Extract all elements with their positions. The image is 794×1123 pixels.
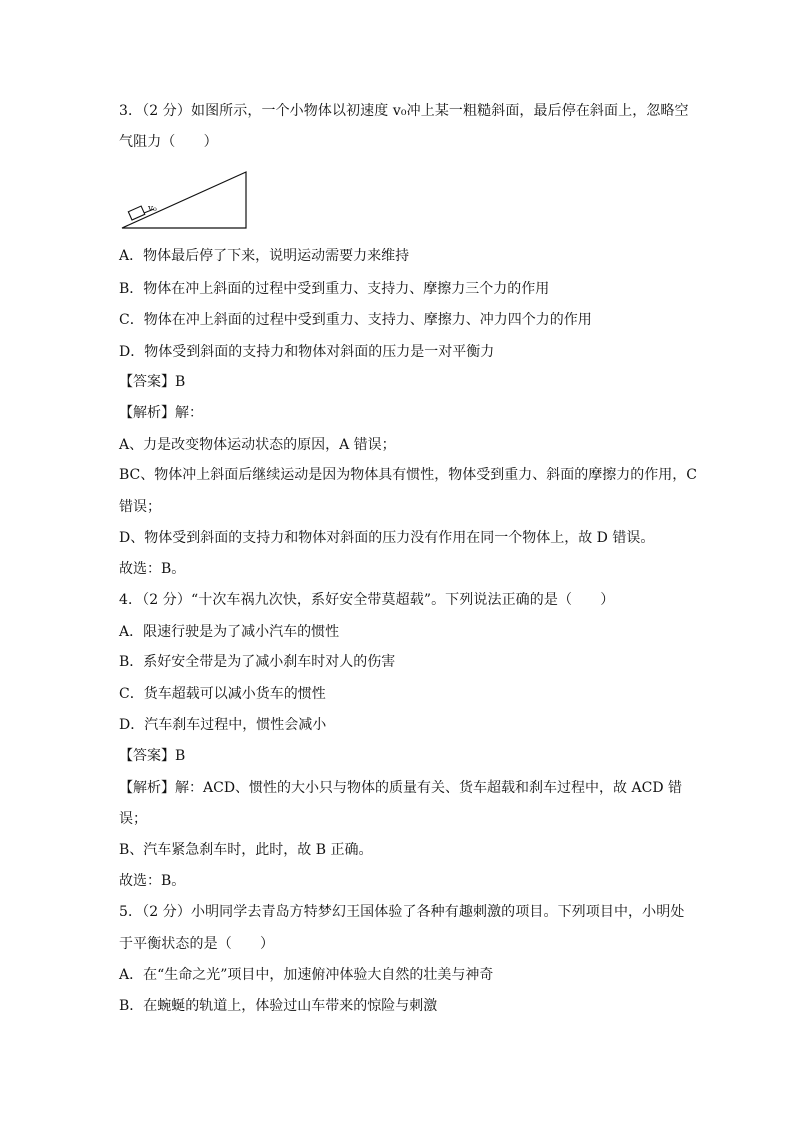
q3-option-c: C．物体在冲上斜面的过程中受到重力、支持力、摩擦力、冲力四个力的作用: [119, 312, 592, 328]
velocity-label: v₀: [148, 204, 157, 214]
q4-analysis-line: B、汽车紧急刹车时，此时，故 B 正确。: [119, 842, 373, 858]
block: [128, 206, 144, 220]
q4-conclusion: 故选：B。: [119, 873, 186, 889]
q3-option-b: B．物体在冲上斜面的过程中受到重力、支持力、摩擦力三个力的作用: [119, 281, 550, 297]
q3-answer: 【答案】B: [119, 374, 186, 390]
q4-stem: 4．（2 分）“十次车祸九次快，系好安全带莫超载”。下列说法正确的是（ ）: [119, 592, 615, 608]
q4-option-c: C．货车超载可以减小货车的惯性: [119, 686, 326, 702]
q5-option-a: A．在“生命之光”项目中，加速俯冲体验大自然的壮美与神奇: [119, 967, 494, 983]
q3-option-a: A．物体最后停了下来，说明运动需要力来维持: [119, 248, 410, 264]
q3-stem-line1: 3．（2 分）如图所示，一个小物体以初速度 v₀冲上某一粗糙斜面，最后停在斜面上，忽略空: [119, 103, 689, 119]
q4-option-d: D．汽车刹车过程中，惯性会减小: [119, 717, 327, 733]
q3-analysis-line: 错误；: [119, 499, 161, 515]
q4-option-b: B．系好安全带是为了减小刹车时对人的伤害: [119, 654, 396, 670]
q3-option-d: D．物体受到斜面的支持力和物体对斜面的压力是一对平衡力: [119, 344, 495, 360]
q5-stem-line1: 5．（2 分）小明同学去青岛方特梦幻王国体验了各种有趣刺激的项目。下列项目中，小明处: [119, 904, 685, 920]
q4-option-a: A．限速行驶是为了减小汽车的惯性: [119, 624, 340, 640]
incline-triangle: [122, 172, 246, 228]
q3-stem-line2: 气阻力（ ）: [119, 134, 218, 150]
q3-analysis-line: D、物体受到斜面的支持力和物体对斜面的压力没有作用在同一个物体上，故 D 错误。: [119, 530, 655, 546]
q4-answer: 【答案】B: [119, 748, 186, 764]
q5-stem-line2: 于平衡状态的是（ ）: [119, 936, 275, 952]
q3-analysis-line: A、力是改变物体运动状态的原因，A 错误；: [119, 437, 396, 453]
incline-diagram: [118, 168, 252, 232]
q3-conclusion: 故选：B。: [119, 561, 186, 577]
q3-analysis-line: BC、物体冲上斜面后继续运动是因为物体具有惯性，物体受到重力、斜面的摩擦力的作用，C: [119, 467, 697, 483]
q4-analysis-line: 【解析】解：ACD、惯性的大小只与物体的质量有关、货车超载和刹车过程中，故 ACD 错: [119, 780, 682, 796]
q3-analysis-head: 【解析】解：: [119, 405, 203, 421]
q4-analysis-line: 误；: [119, 811, 147, 827]
q5-option-b: B．在蜿蜒的轨道上，体验过山车带来的惊险与刺激: [119, 998, 438, 1014]
